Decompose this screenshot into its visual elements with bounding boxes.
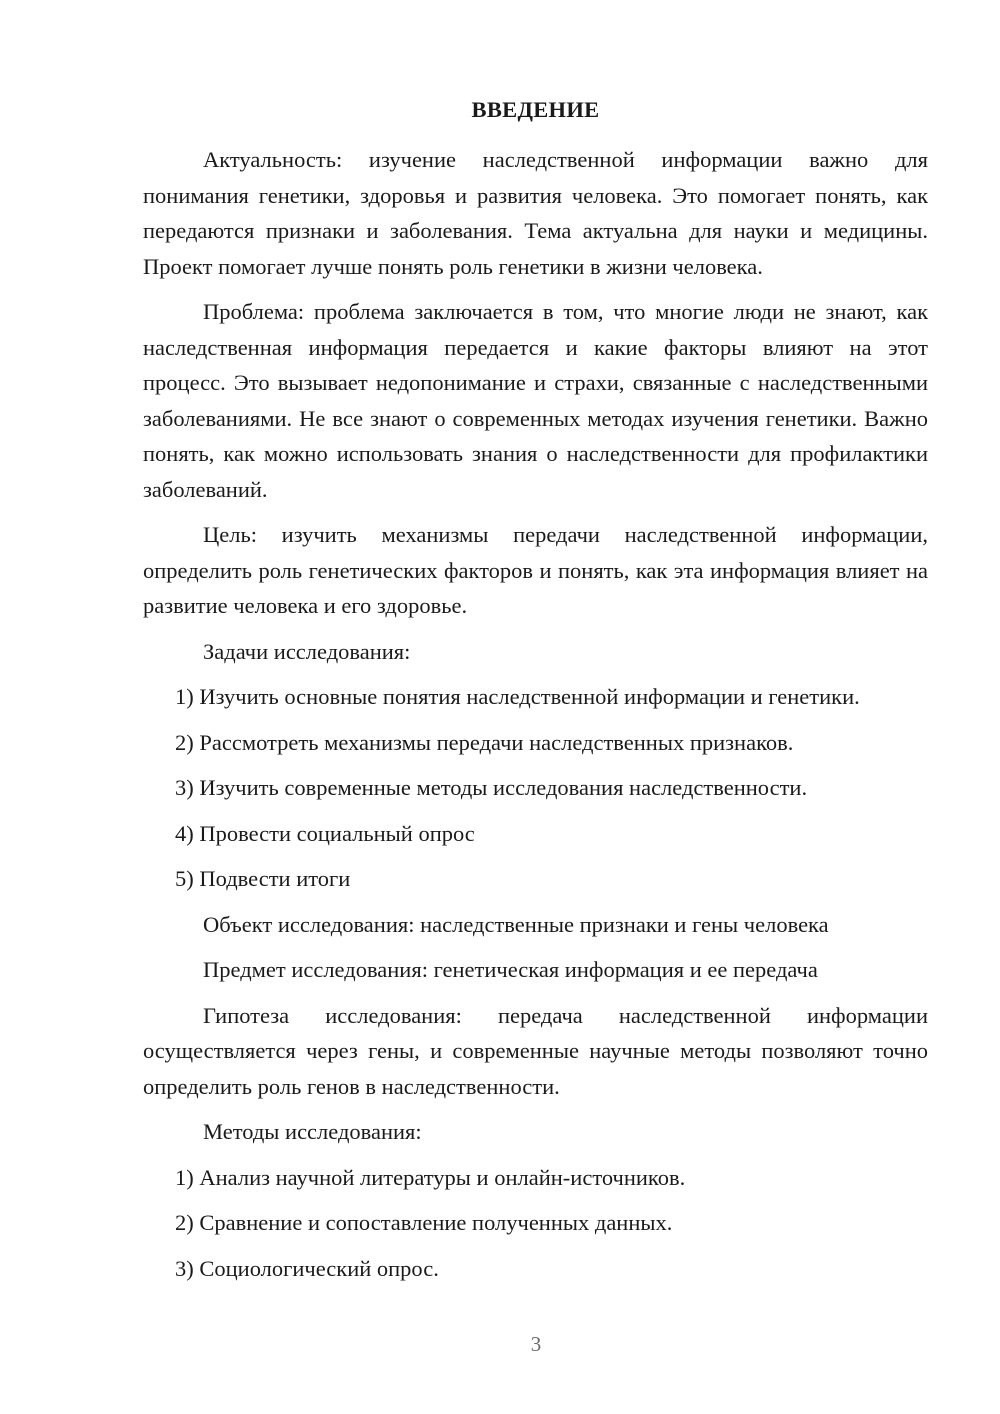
subject-line: Предмет исследования: генетическая информация и ее передача (203, 957, 818, 982)
task-item: 4) Провести социальный опрос (175, 820, 475, 846)
tasks-heading: Задачи исследования: (203, 638, 411, 664)
page-number: 3 (530, 1332, 542, 1356)
problem-paragraph: Проблема: проблема заключается в том, что многие люди не знают, как наследственная информация передается и какие факторы влияют на этот процесс. Это вызывает недопонимание и страхи, связанные с наследственными заболеваниями. Не все знают о современных методах изучения генетики. Важно понять, как можно использовать знания о наследственности для профилактики заболеваний. (143, 299, 928, 502)
hypothesis-paragraph: Гипотеза исследования: передача наследственной информации осуществляется через гены, и современные научные методы позволяют точно определить роль генов в наследственности. (143, 1002, 928, 1099)
method-item: 2) Сравнение и сопоставление полученных данных. (175, 1210, 673, 1235)
method-item: 3) Социологический опрос. (175, 1255, 439, 1281)
task-item: 1) Изучить основные понятия наследственной информации и генетики. (175, 684, 860, 709)
method-item: 1) Анализ научной литературы и онлайн-источников. (175, 1164, 686, 1190)
goal-paragraph: Цель: изучить механизмы передачи наследственной информации, определить роль генетических факторов и понять, как эта информация влияет на развитие человека и его здоровье. (143, 522, 928, 618)
section-title: ВВЕДЕНИЕ (471, 97, 600, 122)
relevance-paragraph: Актуальность: изучение наследственной информации важно для понимания генетики, здоровья и развития человека. Это помогает понять, как передаются признаки и заболевания. Тема актуальна для науки и медицины. Проект помогает лучше понять роль генетики в жизни человека. (143, 147, 928, 279)
task-item: 5) Подвести итоги (175, 866, 351, 891)
methods-heading: Методы исследования: (203, 1119, 422, 1144)
object-line: Объект исследования: наследственные признаки и гены человека (203, 911, 829, 937)
page-content (143, 94, 928, 1296)
task-item: 3) Изучить современные методы исследования наследственности. (175, 775, 808, 800)
task-item: 2) Рассмотреть механизмы передачи наследственных признаков. (175, 729, 794, 755)
